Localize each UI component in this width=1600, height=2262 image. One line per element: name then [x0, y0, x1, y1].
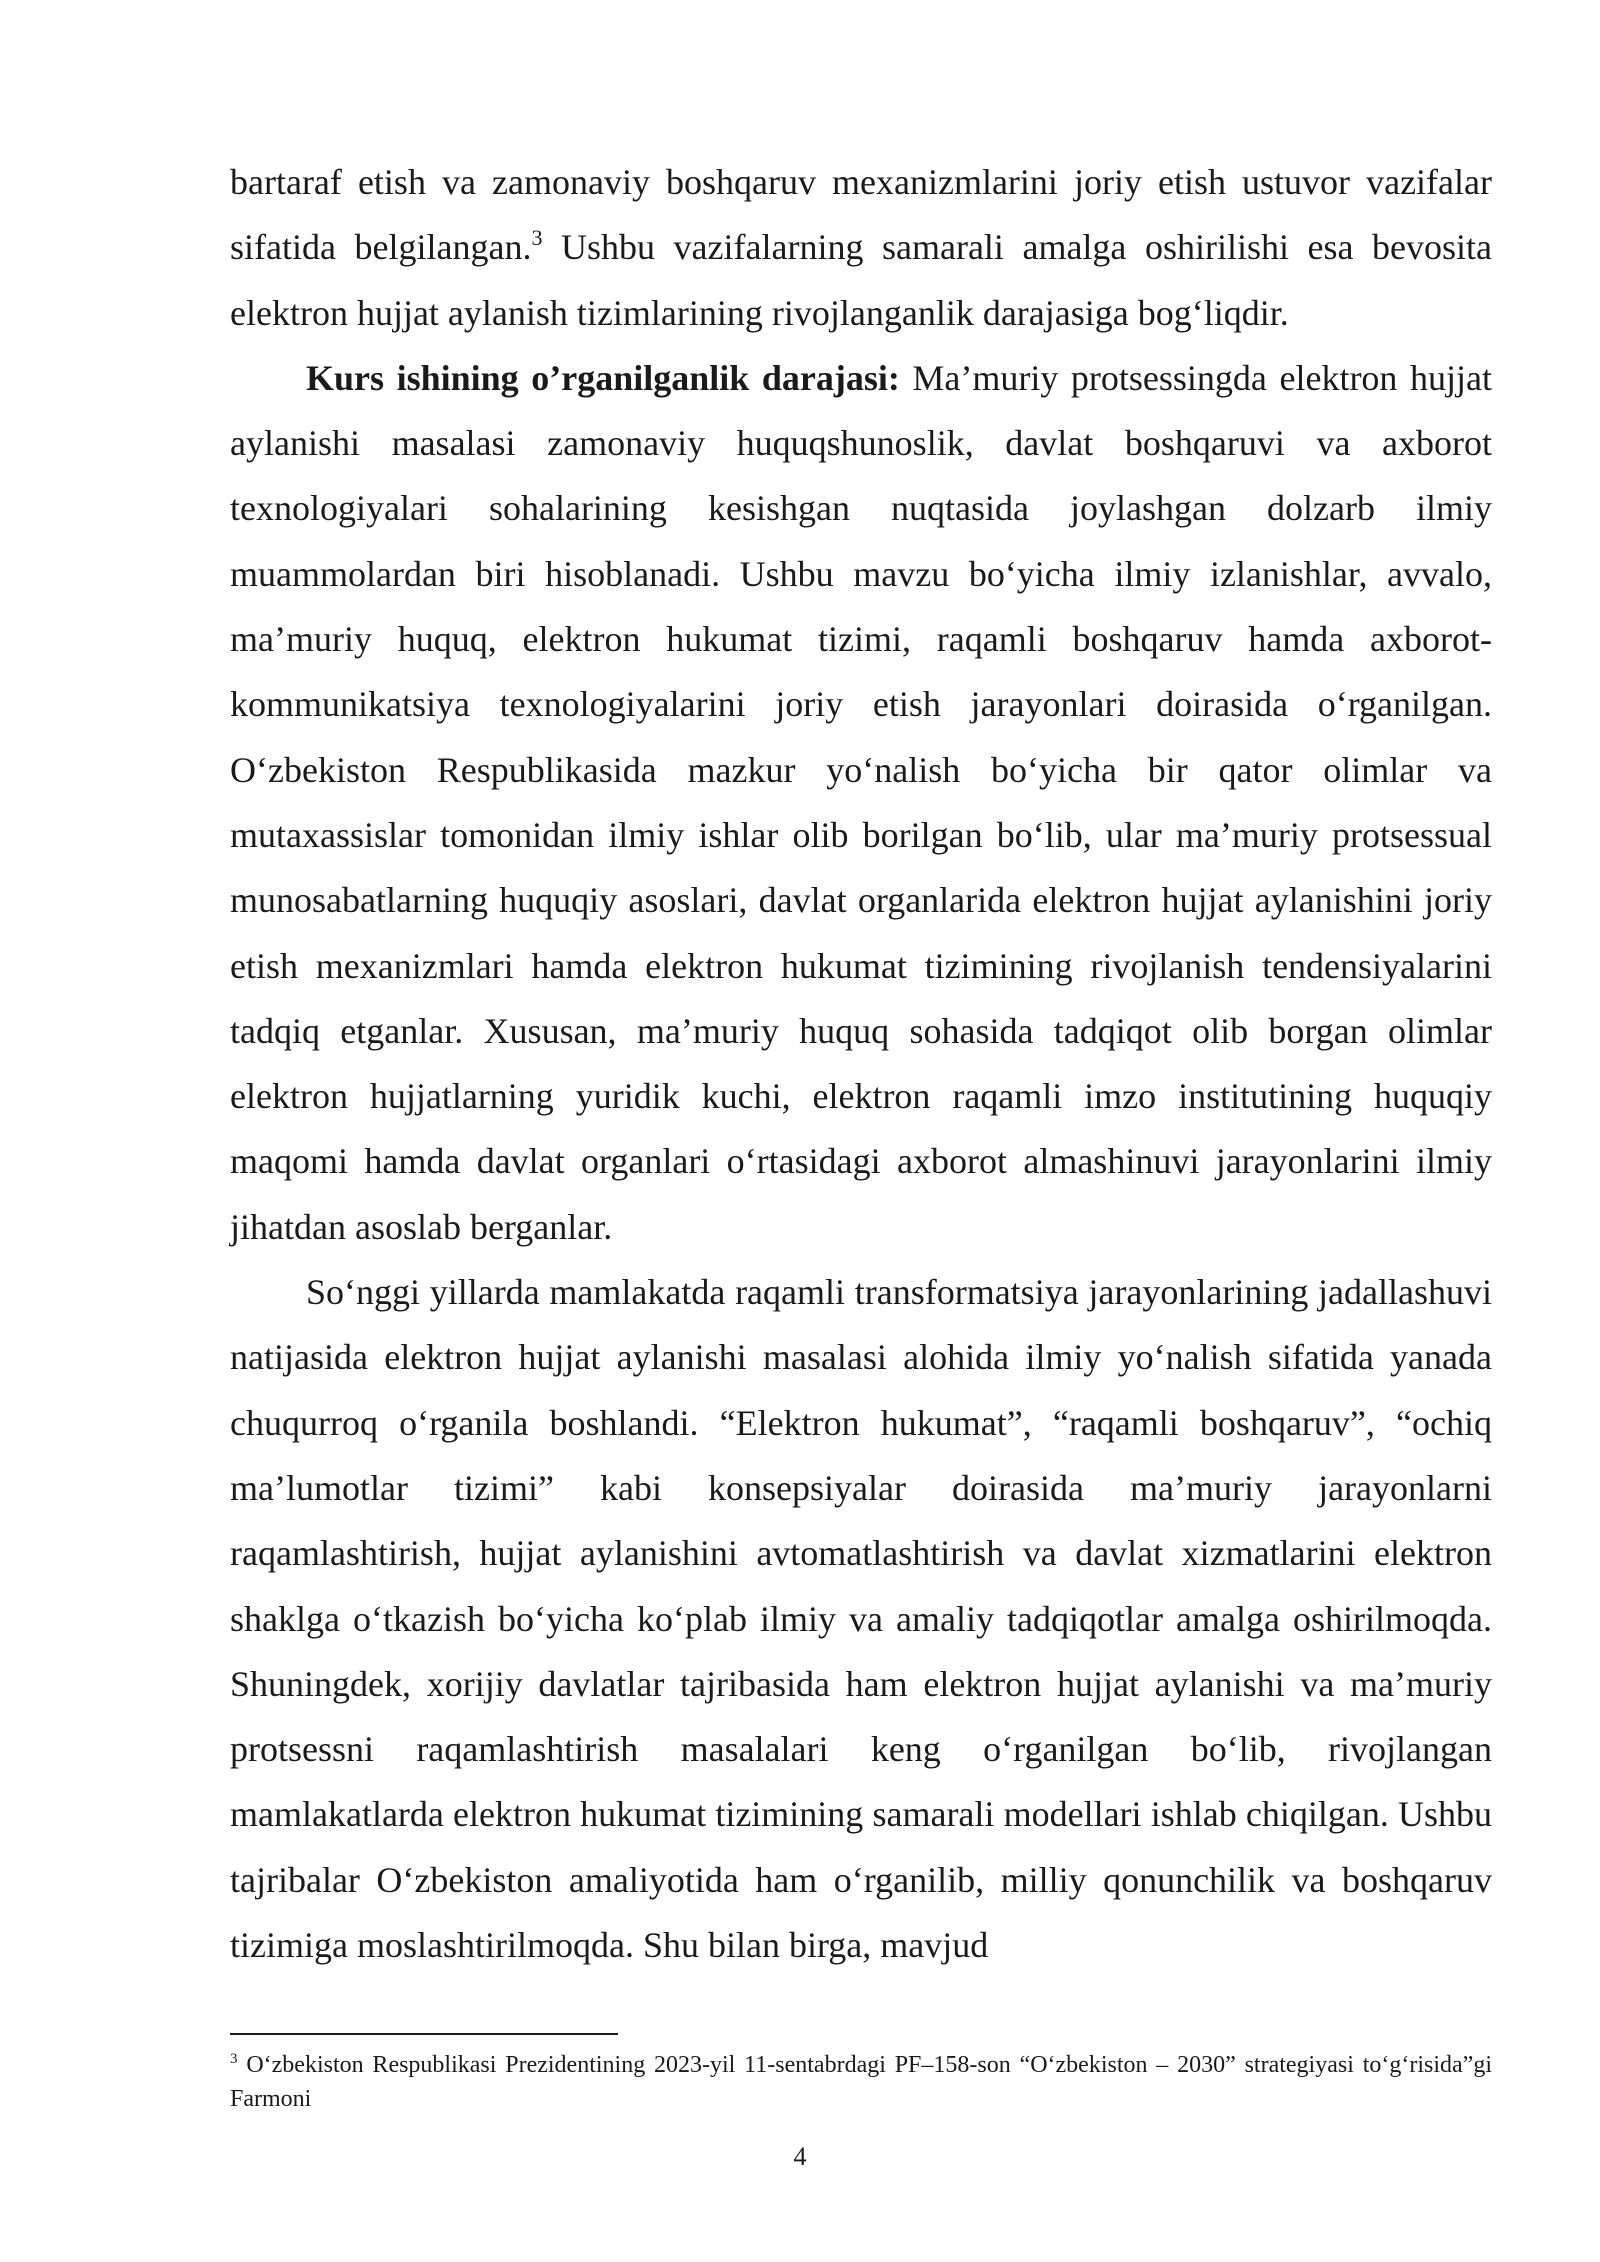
paragraph-text: Ma’muriy protsessingda elektron hujjat aylanishi masalasi zamonaviy huquqshunoslik, davlat boshqaruvi va axborot texnologiyalari sohalarining kesishgan nuqtasida joylashgan dolzarb ilmiy muammolardan biri hisoblanadi. Ushbu mavzu bo‘yicha ilmiy izlanishlar, avvalo, ma’muriy huquq, elektron hukumat tizimi, raqamli boshqaruv hamda axborot-kommunikatsiya texnologiyalarini joriy etish jarayonlari doirasida o‘rganilgan. O‘zbekiston Respublikasida mazkur yo‘nalish bo‘yicha bir qator olimlar va mutaxassislar tomonidan ilmiy ishlar olib borilgan bo‘lib, ular ma’muriy protsessual munosabatlarning huquqiy asoslari, davlat organlarida elektron hujjat aylanishini joriy etish mexanizmlari hamda elektron hukumat tizimining rivojlanish tendensiyalarini tadqiq etganlar. Xususan, ma’muriy huquq sohasida tadqiqot olib borgan olimlar elektron hujjatlarning yuridik kuchi, elektron raqamli imzo institutining huquqiy maqomi hamda davlat organlari o‘rtasidagi axborot almashinuvi jarayonlarini ilmiy jihatdan asoslab berganlar.: [230, 357, 1492, 1247]
footnote-number: 3: [230, 2051, 238, 2067]
footnote-text: O‘zbekiston Respublikasi Prezidentining 2023-yil 11-sentabrdagi PF–158-son “O‘zbekiston – 2030” strategiyasi to‘g‘risida”gi Farmoni: [230, 2052, 1492, 2112]
page-body: [230, 150, 1492, 1978]
footnote: [230, 2048, 1492, 2116]
section-heading: Kurs ishining o’rganilganlik darajasi:: [306, 357, 900, 398]
paragraph-text: bartaraf etish va zamonaviy boshqaruv mexanizmlarini joriy etish ustuvor vazifalar sifatida belgilangan.: [230, 162, 1492, 268]
footnote-reference[interactable]: 3: [531, 225, 543, 251]
footnote-separator: [230, 2033, 618, 2035]
paragraph-continuation: [230, 150, 1492, 346]
paragraph-recent-years: [230, 1260, 1492, 1978]
page-number: 4: [793, 2142, 807, 2171]
paragraph-text: So‘nggi yillarda mamlakatda raqamli transformatsiya jarayonlarining jadallashuvi natijasida elektron hujjat aylanishi masalasi alohida ilmiy yo‘nalish sifatida yanada chuqurroq o‘rganila boshlandi. “Elektron hukumat”, “raqamli boshqaruv”, “ochiq ma’lumotlar tizimi” kabi konsepsiyalar doirasida ma’muriy jarayonlarni raqamlashtirish, hujjat aylanishini avtomatlashtirish va davlat xizmatlarini elektron shaklga o‘tkazish bo‘yicha ko‘plab ilmiy va amaliy tadqiqotlar amalga oshirilmoqda. Shuningdek, xorijiy davlatlar tajribasida ham elektron hujjat aylanishi va ma’muriy protsessni raqamlashtirish masalalari keng o‘rganilgan bo‘lib, rivojlangan mamlakatlarda elektron hukumat tizimining samarali modellari ishlab chiqilgan. Ushbu tajribalar O‘zbekiston amaliyotida ham o‘rganilib, milliy qonunchilik va boshqaruv tizimiga moslashtirilmoqda. Shu bilan birga, mavjud: [230, 1272, 1492, 1966]
paragraph-study-level: [230, 346, 1492, 1260]
paragraph-text: Ushbu vazifalarning samarali amalga oshirilishi esa bevosita elektron hujjat aylanish tizimlarining rivojlanganlik darajasiga bog‘liqdir.: [230, 227, 1492, 333]
